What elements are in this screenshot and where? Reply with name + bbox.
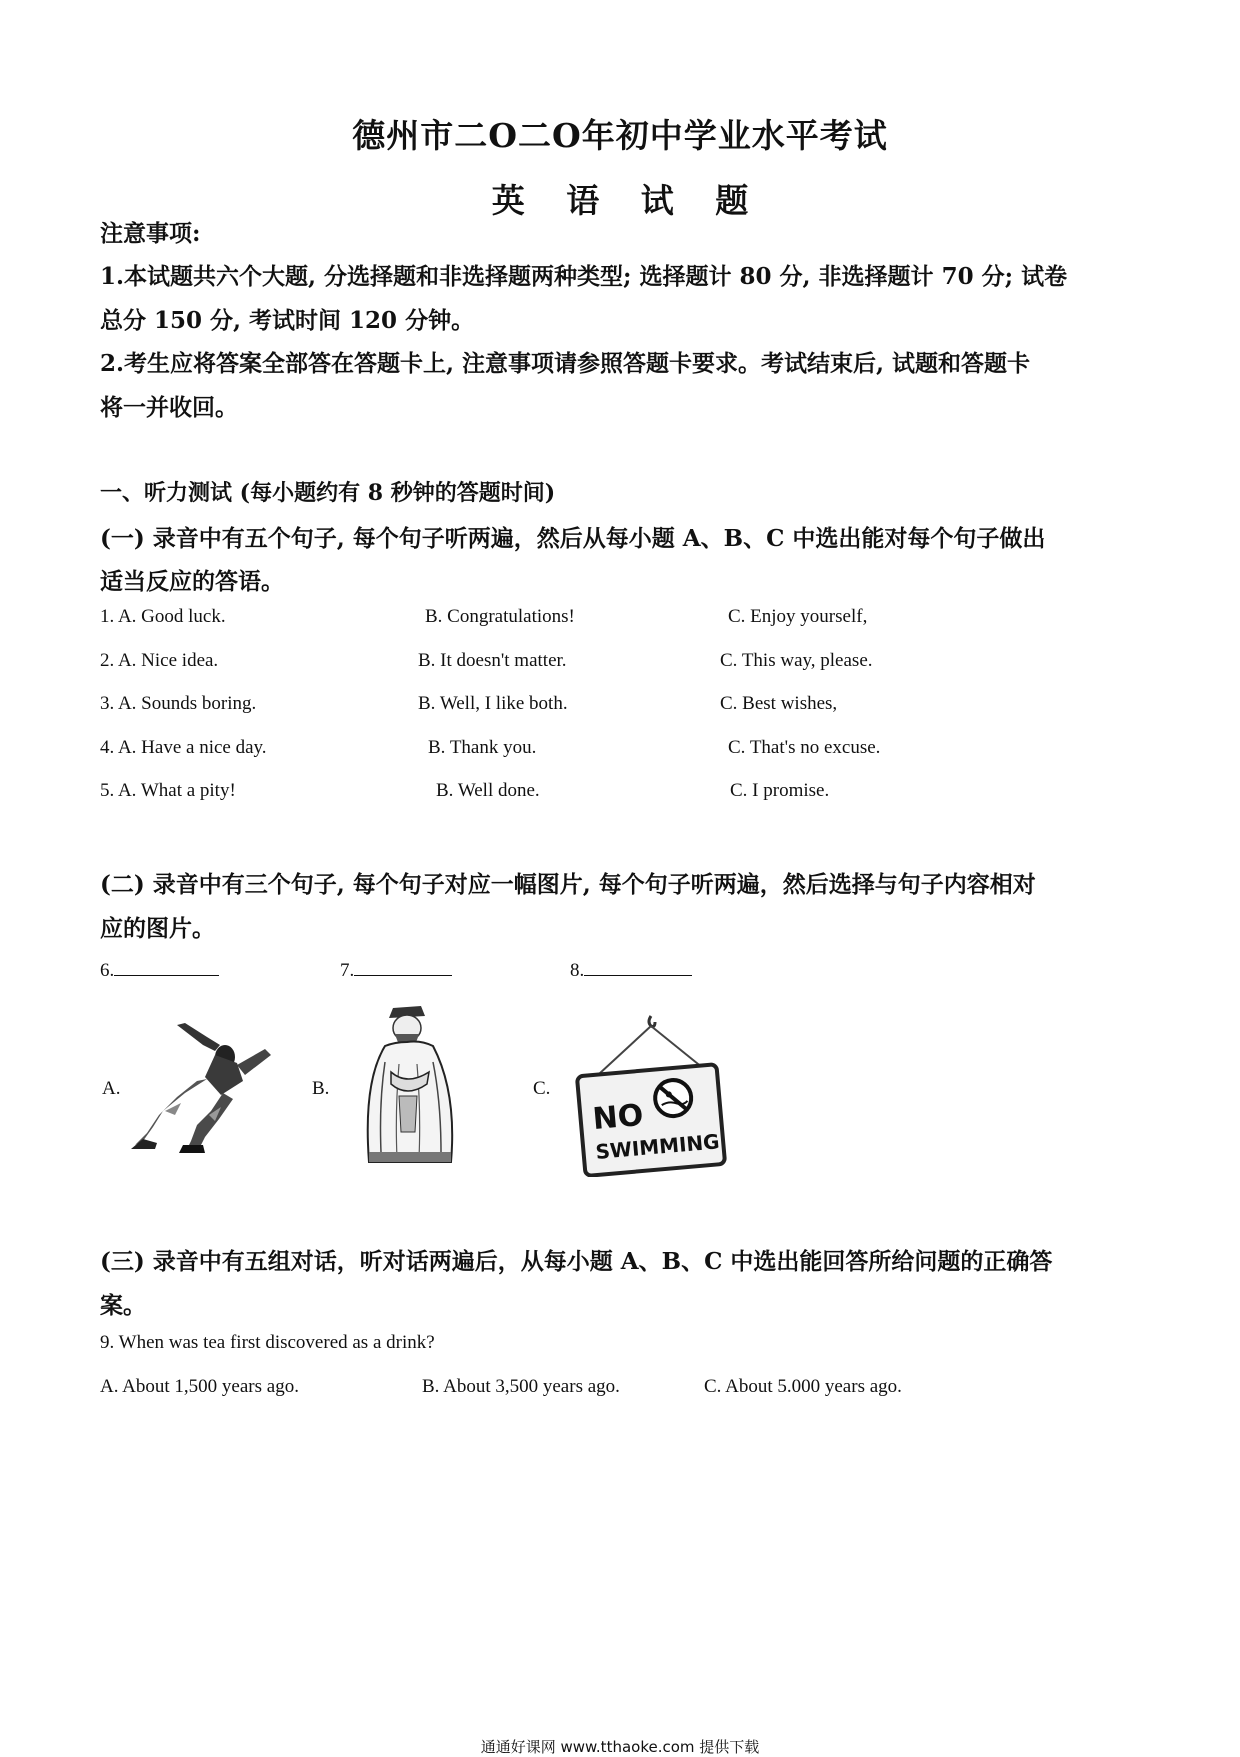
no-swimming-sign-picture [575, 1012, 730, 1177]
part1-instruction-line-1: (一) 录音中有五个句子, 每个句子听两遍，然后从每小题 A、B、C 中选出能对每个句子做出 [100, 525, 1046, 552]
q4-option-b: B. Thank you. [428, 737, 537, 758]
q6-blank[interactable] [100, 955, 219, 982]
part1-instruction-line-2: 适当反应的答语。 [100, 568, 284, 595]
q5-option-b: B. Well done. [436, 780, 540, 801]
q3-option-b: B. Well, I like both. [418, 693, 568, 714]
q8-blank[interactable] [570, 955, 692, 982]
part2-instruction-line-1: (二) 录音中有三个句子, 每个句子对应一幅图片, 每个句子听两遍，然后选择与句子内容相对 [100, 871, 1036, 898]
q4-option-c: C. That's no excuse. [728, 737, 881, 758]
section1-heading: 一、听力测试 (每小题约有 8 秒钟的答题时间) [100, 480, 556, 506]
part3-instruction-line-2: 案。 [100, 1292, 146, 1319]
notice-item-1-line-1: 1.本试题共六个大题, 分选择题和非选择题两种类型; 选择题计 80 分, 非选择题计 70 分; 试卷 [100, 263, 1068, 290]
part3-instruction-line-1: (三) 录音中有五组对话，听对话两遍后，从每小题 A、B、C 中选出能回答所给问题的正确答 [100, 1248, 1053, 1275]
notice-heading: 注意事项: [100, 220, 201, 247]
q2-option-c: C. This way, please. [720, 650, 873, 671]
q2-option-a: 2. A. Nice idea. [100, 650, 219, 671]
q7-answer-line [354, 955, 452, 976]
q4-option-a: 4. A. Have a nice day. [100, 737, 267, 758]
runner-picture [125, 1015, 280, 1155]
q9-question: 9. When was tea first discovered as a drink? [100, 1332, 435, 1353]
q9-option-a: A. About 1,500 years ago. [100, 1376, 299, 1397]
picture-c-label: C. [533, 1078, 551, 1099]
q1-option-a: 1. A. Good luck. [100, 606, 226, 627]
notice-item-2-line-1: 2.考生应将答案全部答在答题卡上, 注意事项请参照答题卡要求。考试结束后, 试题和答题卡 [100, 350, 1031, 377]
q2-option-b: B. It doesn't matter. [418, 650, 567, 671]
q7-number: 7. [340, 960, 355, 981]
q9-option-c: C. About 5.000 years ago. [704, 1376, 902, 1397]
picture-b-label: B. [312, 1078, 330, 1099]
q3-option-c: C. Best wishes, [720, 693, 838, 714]
q6-answer-line [114, 955, 219, 976]
footer-watermark: 通通好课网 www.tthaoke.com 提供下载 [480, 1738, 760, 1756]
q6-number: 6. [100, 960, 115, 981]
exam-title: 德州市二O二O年初中学业水平考试 [352, 116, 888, 155]
q7-blank[interactable] [340, 955, 452, 982]
q8-answer-line [584, 955, 692, 976]
q1-option-b: B. Congratulations! [425, 606, 575, 627]
sign-text-swimming: SWIMMING [594, 1129, 721, 1164]
q5-option-c: C. I promise. [730, 780, 830, 801]
q1-option-c: C. Enjoy yourself, [728, 606, 868, 627]
q8-number: 8. [570, 960, 585, 981]
sage-picture [355, 1002, 465, 1170]
picture-a-label: A. [102, 1078, 121, 1099]
q5-option-a: 5. A. What a pity! [100, 780, 236, 801]
notice-item-1-line-2: 总分 150 分, 考试时间 120 分钟。 [100, 307, 475, 334]
notice-item-2-line-2: 将一并收回。 [100, 394, 238, 421]
exam-subtitle: 英 语 试 题 [491, 181, 749, 220]
q9-option-b: B. About 3,500 years ago. [422, 1376, 620, 1397]
part2-instruction-line-2: 应的图片。 [100, 915, 215, 942]
sign-text-no: NO [591, 1097, 645, 1138]
q3-option-a: 3. A. Sounds boring. [100, 693, 257, 714]
